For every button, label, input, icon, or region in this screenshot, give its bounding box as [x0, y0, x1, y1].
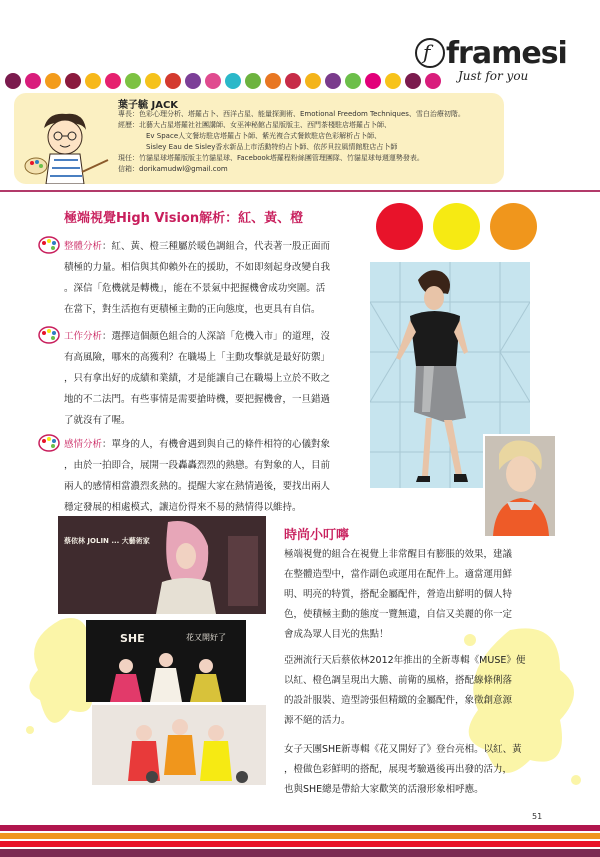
section-line: 在當下，對生活抱有更積極主動的正向態度，也更具有自信。 — [64, 304, 321, 315]
color-dot — [5, 73, 21, 89]
section-label: 感情分析 — [64, 439, 103, 450]
section-line: 穩定發展的相處模式，讓這份得來不易的熱情得以維持。 — [64, 502, 302, 513]
author-experience-1: 經歷：北藝大占星塔羅社社團講師、女巫神秘館占星版版主、西門茶棧駐店塔羅占卜師、 — [118, 121, 391, 129]
red-swatch — [376, 203, 423, 250]
color-dot — [405, 73, 421, 89]
section-line-rest: ：單身的人，有機會遇到與自己的條件相符的心儀對象 — [102, 439, 331, 450]
color-dot — [225, 73, 241, 89]
color-dot — [285, 73, 301, 89]
section-line: ，由於一拍即合，展開一段轟轟烈烈的熱戀。有對象的人，目前 — [64, 460, 331, 471]
trend-paragraph-1 — [284, 545, 538, 645]
author-email: 信箱：dorikamudwl@gmail.com — [118, 165, 228, 173]
brand-name: framesi — [446, 36, 567, 71]
jolin-caption: 蔡依林 JOLIN ... 大藝術家 — [64, 537, 150, 545]
trend-line: 也與SHE總是帶給大家歡笑的活潑形象相呼應。 — [284, 784, 484, 795]
she-album-photo — [86, 620, 246, 702]
section-work — [64, 326, 354, 431]
section-line-rest: ：選擇這個顏色組合的人深諳「危機入市」的道理，沒 — [102, 331, 331, 342]
she-caption: SHE — [120, 632, 145, 645]
trend-line: 以紅、橙色調呈現出大膽、前衛的風格，搭配線條俐落 — [284, 675, 513, 686]
author-current: 現任：竹貓星球塔羅版版主竹貓星球、Facebook塔羅程粉絲團管理團隊、竹貓星球每週運勢發表。 — [118, 154, 424, 162]
trend-line: 亞洲流行天后蔡依林2012年推出的全新專輯《MUSE》便 — [284, 655, 526, 666]
color-dot — [245, 73, 261, 89]
page-number: 51 — [532, 812, 543, 821]
trend-paragraph-3 — [284, 740, 538, 800]
color-dot — [25, 73, 41, 89]
section-overall — [64, 236, 354, 320]
section-label: 工作分析 — [64, 331, 103, 342]
brand-logo-icon: f — [415, 38, 445, 68]
svg-text:花又開好了: 花又開好了 — [186, 633, 226, 642]
article-title: 極端視覺High Vision解析：紅、黃、橙 — [64, 211, 304, 226]
trend-line: 明、明亮的特質，搭配金屬配件，營造出鮮明的個人特 — [284, 589, 513, 600]
she-group-photo — [92, 705, 266, 785]
section-love — [64, 434, 354, 518]
trend-line: 女子天團SHE新專輯《花又開好了》登台亮相。以紅、黃 — [284, 744, 522, 755]
section-line — [64, 434, 354, 455]
trend-line: 會成為眾人目光的焦點！ — [284, 629, 389, 640]
trend-line: ，橙做色彩鮮明的搭配，展現考驗過後再出發的活力， — [284, 764, 513, 775]
section-line-rest: ：紅、黃、橙三種屬於暖色調組合，代表著一股正面而 — [102, 241, 331, 252]
color-dot — [185, 73, 201, 89]
color-dot — [365, 73, 381, 89]
section-label: 整體分析 — [64, 241, 103, 252]
brand-tagline: Just for you — [458, 69, 529, 83]
author-experience-2: Ev Space人文餐坊駐店塔羅占卜師、紫光複合式餐飲駐店色彩解析占卜師、 — [146, 132, 382, 140]
color-dot — [165, 73, 181, 89]
section-line — [64, 236, 354, 257]
author-name: 葉子毓 JACK — [118, 100, 179, 111]
model-portrait-photo — [483, 434, 557, 538]
palette-icon — [38, 236, 60, 254]
section-line: 兩人的感情相當濃烈炙熱的。提醒大家在熱情過後，要找出兩人 — [64, 481, 331, 492]
footer-stripe — [0, 849, 600, 857]
color-dot — [145, 73, 161, 89]
jolin-album-photo — [58, 516, 266, 614]
section-line: 了就沒有了喔。 — [64, 415, 131, 426]
color-dot — [45, 73, 61, 89]
color-dot — [65, 73, 81, 89]
color-dot — [265, 73, 281, 89]
author-avatar-icon — [24, 110, 114, 184]
trend-line: 色，使積極主動的態度一覽無遺，自信又美麗的你一定 — [284, 609, 513, 620]
section-line — [64, 326, 354, 347]
color-dot — [325, 73, 341, 89]
trend-line: 源不絕的活力。 — [284, 715, 351, 726]
section-line: 積極的力量。相信與其仰賴外在的援助，不如即刻起身改變自我 — [64, 262, 331, 273]
trend-line: 極端視覺的組合在視覺上非常醒目有膨脹的效果，建議 — [284, 549, 513, 560]
color-dot — [85, 73, 101, 89]
trend-paragraph-2 — [284, 651, 538, 731]
section-line: ，只有拿出好的成績和業績，才是能讓自己在職場上立於不敗之 — [64, 373, 331, 384]
yellow-swatch — [433, 203, 480, 250]
section-line: 地的不二法門。有些事情是需要搶時機，要把握機會，一旦錯過 — [64, 394, 331, 405]
color-dot — [345, 73, 361, 89]
color-dot — [125, 73, 141, 89]
trend-title: 時尚小叮嚀 — [284, 528, 350, 543]
color-dot — [305, 73, 321, 89]
author-specialty: 專長：色彩心理分析、塔羅占卜、西洋占星、能量探測術、Emotional Freedom Techniques、雪白治療初階。 — [118, 110, 465, 118]
palette-icon — [38, 326, 60, 344]
header-color-dots — [5, 73, 441, 89]
color-dot — [205, 73, 221, 89]
color-dot — [385, 73, 401, 89]
color-dot — [105, 73, 121, 89]
palette-icon — [38, 434, 60, 452]
trend-line: 在整體造型中，當作副色或運用在配件上。適當運用鮮 — [284, 569, 513, 580]
section-line: 有高風險，哪來的高獲利？在職場上「主動攻擊就是最好防禦」 — [64, 352, 331, 363]
section-line: 。深信「危機就是轉機」，能在不景氣中把握機會成功突圍。活 — [64, 283, 326, 294]
orange-swatch — [490, 203, 537, 250]
trend-line: 的設計服裝、造型誇張但精緻的金屬配件，象徵創意源 — [284, 695, 513, 706]
author-experience-3: Sisley Eau de Sisley香水新品上市活動特約占卜師、依莎貝拉風情館駐店占卜師 — [146, 143, 398, 151]
color-dot — [425, 73, 441, 89]
header-divider — [0, 190, 600, 192]
